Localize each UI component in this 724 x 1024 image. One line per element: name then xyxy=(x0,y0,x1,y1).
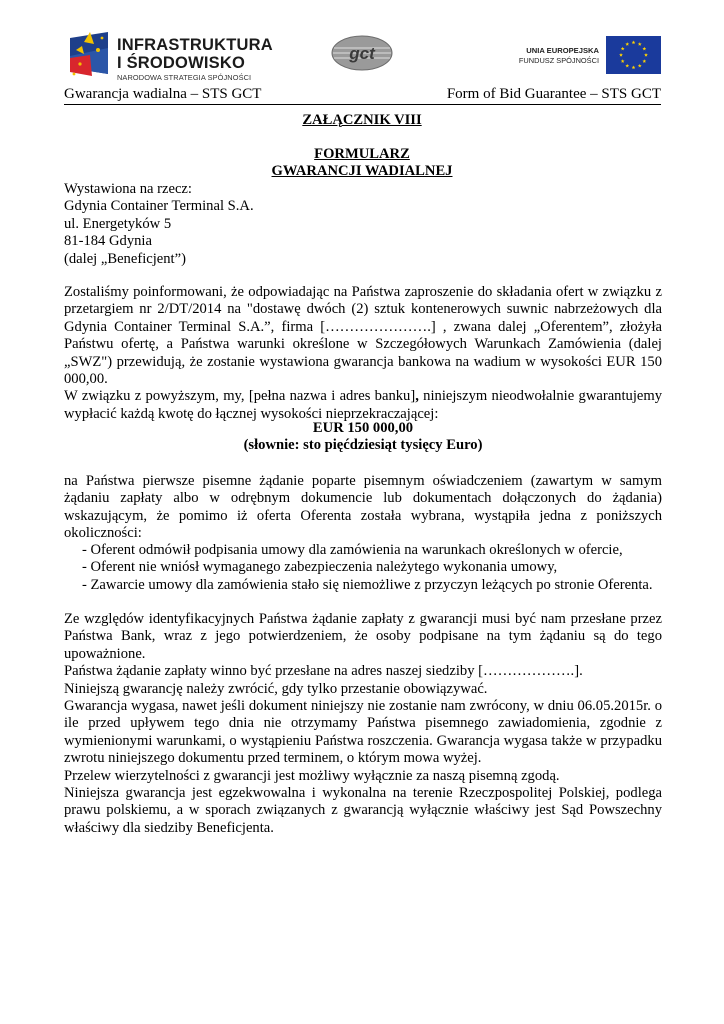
eu-logo-line2: FUNDUSZ SPÓJNOŚCI xyxy=(518,56,599,65)
paragraph-tender: Zostaliśmy poinformowani, że odpowiadając na Państwa zaproszenie do składania ofert w związku z przetargiem nr 2/DT/2014 na "dostawę dwóch (2) sztuk kontenerowych suwnic nabrzeżowych dla Gdynia Container Terminal S.A.”, firma [………………….] , zwana dalej „Oferentem”, złożyła Państwu ofertę, a Państwa warunki określone w Szczegółowych Warunkach Zamówienia (dalej „SWZ") przewidują, że zostanie wystawiona gwarancja bankowa na wadium w wysokości EUR 150 000,00. xyxy=(64,284,662,388)
address-paragraph: Państwa żądanie zapłaty winno być przesłane na adres naszej siedziby [……………….]. xyxy=(64,663,583,680)
condition-item: - Oferent nie wniósł wymaganego zabezpieczenia należytego wykonania umowy, xyxy=(82,559,558,576)
guarantee-amount: EUR 150 000,00 xyxy=(312,420,414,436)
conditions-list xyxy=(64,542,662,594)
paragraph-bank-rest: niniejszym nieodwołalnie gwarantujemy wypłacić każdą kwotę do łącznej wysokości nieprzekraczającej: xyxy=(64,388,662,422)
ig-logo-line2: I ŚRODOWISKO xyxy=(117,54,245,72)
ig-logo-line3: NARODOWA STRATEGIA SPÓJNOŚCI xyxy=(117,73,252,82)
beneficiary-name: Gdynia Container Terminal S.A. xyxy=(64,198,254,215)
header-right-text: Form of Bid Guarantee – STS GCT xyxy=(446,86,661,102)
gct-logo xyxy=(330,34,394,72)
expiry-paragraph: Gwarancja wygasa, nawet jeśli dokument niniejszy nie zostanie nam zwrócony, w dniu 06.05.2015r. o ile przed upływem tego dnia nie otrzymamy Państwa pisemnego zawiadomienia, zgodnie z wymienionymi warunkami, o wystąpieniu Państwa roszczenia. Gwarancja wygasa także w przypadku zwrotu niniejszego dokumentu przed terminem, o którym mowa wyżej. xyxy=(64,698,662,767)
identification-paragraph: Ze względów identyfikacyjnych Państwa żądanie zapłaty z gwarancji musi być nam przesłane przez Państwa Bank, wraz z jego potwierdzeniem, że osoby podpisane na tym żądaniu są do tego upoważnione. xyxy=(64,611,662,662)
eu-logo xyxy=(519,36,661,76)
assignment-paragraph: Przelew wierzytelności z gwarancji jest możliwy wyłącznie za naszą pisemną zgodą. xyxy=(64,767,560,784)
issued-for-label: Wystawiona na rzecz: xyxy=(64,181,192,197)
closing-paragraphs xyxy=(64,611,662,837)
demand-paragraph: na Państwa pierwsze pisemne żądanie poparte pisemnym oświadczeniem (zawartym w samym żądaniu zapłaty albo w odrębnym dokumencie lub dokumentach dołączonych do żądania) wskazującym, że pomimo iż oferta Oferenta została wybrana, wystąpiła jedna z poniższych okoliczności: xyxy=(64,473,662,542)
ig-logo-line1: INFRASTRUKTURA xyxy=(117,36,273,54)
guarantee-amount-block xyxy=(64,420,662,455)
form-title-line1: FORMULARZ xyxy=(314,146,410,162)
header-divider xyxy=(64,104,661,105)
jurisdiction-paragraph: Niniejsza gwarancja jest egzekwowalna i wykonalna na terenie Rzeczpospolitej Polskiej, podlega prawu polskiemu, a w sporach związanych z gwarancją wyłącznie właściwy jest Sąd Powszechny właściwy dla siedziby Beneficjenta. xyxy=(64,785,662,836)
gct-logo-icon xyxy=(330,34,394,72)
paragraph-bank: W związku z powyższym, my, [pełna nazwa i adres banku] xyxy=(64,388,416,405)
eu-flag-icon xyxy=(606,36,661,74)
ig-flag-logo-icon xyxy=(64,28,114,82)
header-left-text: Gwarancja wadialna – STS GCT xyxy=(64,86,262,102)
beneficiary-address xyxy=(64,181,662,268)
beneficiary-street: ul. Energetyków 5 xyxy=(64,215,172,232)
guarantee-amount-words: (słownie: sto pięćdziesiąt tysięcy Euro) xyxy=(243,437,483,454)
paragraph-bank-comma: , xyxy=(415,388,419,405)
condition-item: - Oferent odmówił podpisania umowy dla zamówienia na warunkach określonych w ofercie, xyxy=(82,542,623,558)
beneficiary-city: 81-184 Gdynia xyxy=(64,233,152,250)
intro-paragraph xyxy=(64,284,662,423)
infrastruktura-logo xyxy=(64,28,273,84)
beneficiary-alias: (dalej „Beneficjent”) xyxy=(64,250,186,267)
annex-title: ZAŁĄCZNIK VIII xyxy=(302,112,422,128)
condition-item: - Zawarcie umowy dla zamówienia stało się niemożliwe z przyczyn leżących po stronie Oferenta. xyxy=(82,576,653,593)
eu-logo-line1: UNIA EUROPEJSKA xyxy=(526,46,599,55)
form-title-line2: GWARANCJI WADIALNEJ xyxy=(271,163,453,179)
return-paragraph: Niniejszą gwarancję należy zwrócić, gdy tylko przestanie obowiązywać. xyxy=(64,680,488,697)
gct-logo-text: gct xyxy=(349,44,375,63)
